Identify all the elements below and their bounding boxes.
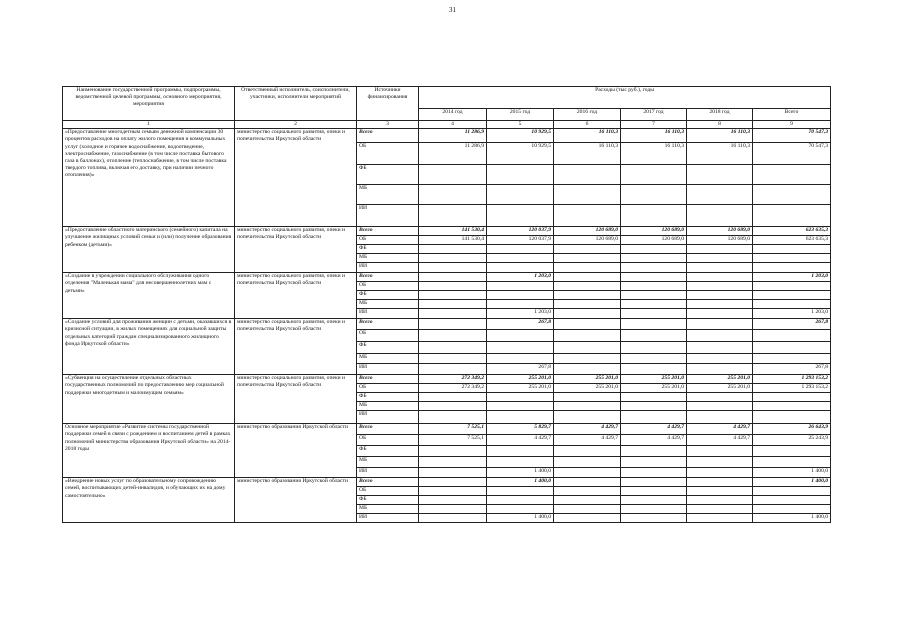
year-value-cell xyxy=(621,354,687,364)
funding-source-cell: МБ xyxy=(357,354,419,364)
year-value-cell xyxy=(554,282,621,291)
total-value-cell xyxy=(753,185,831,205)
year-value-cell xyxy=(687,291,753,300)
year-value-cell xyxy=(687,330,753,342)
total-value-cell xyxy=(753,282,831,291)
year-value-cell xyxy=(419,309,487,319)
year-value-cell xyxy=(419,402,487,411)
executor-cell: министерство социального развития, опеки и попечительства Иркутской области xyxy=(235,129,357,227)
total-value-cell: 1 203,0 xyxy=(753,273,831,282)
year-value-cell: 120 689,0 xyxy=(554,227,621,236)
year-value-cell: 4 429,7 xyxy=(621,424,687,435)
year-value-cell xyxy=(687,254,753,263)
year-value-cell: 11 286,9 xyxy=(419,129,487,143)
year-value-cell xyxy=(621,468,687,478)
column-number: 1 xyxy=(63,121,235,129)
year-value-cell xyxy=(687,487,753,496)
funding-source-cell: ФБ xyxy=(357,496,419,505)
year-value-cell: 4 429,7 xyxy=(621,435,687,446)
year-value-cell xyxy=(687,478,753,487)
year-value-cell xyxy=(419,330,487,342)
funding-source-cell: ОБ xyxy=(357,143,419,165)
year-value-cell xyxy=(487,282,554,291)
total-value-cell: 1 293 153,2 xyxy=(753,384,831,393)
funding-source-cell: ФБ xyxy=(357,165,419,185)
year-value-cell xyxy=(621,402,687,411)
year-value-cell xyxy=(687,505,753,514)
header-year: 2014 год xyxy=(419,109,487,121)
year-value-cell xyxy=(419,446,487,457)
program-name-cell: «Предоставление областного материнского (семейного) капитала на улучшение жилищных условий семьи и (или) получение образования ребенком (детьми)» xyxy=(63,227,235,273)
year-value-cell xyxy=(554,342,621,354)
year-value-cell: 120 689,0 xyxy=(621,236,687,245)
funding-source-cell: ИИ xyxy=(357,468,419,478)
year-value-cell xyxy=(687,468,753,478)
year-value-cell: 1 400,0 xyxy=(487,514,554,523)
year-value-cell xyxy=(621,185,687,205)
year-value-cell: 16 110,3 xyxy=(554,143,621,165)
year-value-cell xyxy=(554,487,621,496)
year-value-cell xyxy=(621,478,687,487)
header-year: 2015 год xyxy=(487,109,554,121)
year-value-cell xyxy=(687,457,753,468)
table-row xyxy=(63,319,831,330)
program-name-cell: «Предоставление многодетным семьям денежной компенсации 30 процентов расходов на оплату жилого помещения и коммунальных услуг (холодное и горячее водоснабжение, водоотведение, электроснабжение, газоснабжение (в том числе поставка бытового газа в баллонах), отопление (теплоснабжение, в том числе поставка твердого топлива, включая его доставку, при наличии печного отопления)» xyxy=(63,129,235,227)
year-value-cell xyxy=(554,291,621,300)
total-value-cell: 1 293 153,2 xyxy=(753,375,831,384)
funding-source-cell: Всего xyxy=(357,129,419,143)
total-value-cell xyxy=(753,457,831,468)
year-value-cell xyxy=(554,205,621,227)
year-value-cell xyxy=(419,505,487,514)
year-value-cell xyxy=(419,354,487,364)
column-number: 6 xyxy=(554,121,621,129)
total-value-cell xyxy=(753,446,831,457)
year-value-cell xyxy=(419,393,487,402)
year-value-cell: 16 110,3 xyxy=(621,143,687,165)
year-value-cell xyxy=(621,330,687,342)
year-value-cell xyxy=(419,319,487,330)
header-program: Наименование государственной программы, подпрограммы, ведомственной целевой программы, основного мероприятия, мероприятия xyxy=(63,87,235,121)
year-value-cell: 4 429,7 xyxy=(554,424,621,435)
funding-source-cell: ОБ xyxy=(357,487,419,496)
year-value-cell xyxy=(487,342,554,354)
year-value-cell xyxy=(487,300,554,309)
funding-source-cell: Всего xyxy=(357,273,419,282)
year-value-cell xyxy=(487,411,554,424)
total-value-cell: 70 547,3 xyxy=(753,143,831,165)
funding-source-cell: ОБ xyxy=(357,384,419,393)
funding-source-cell: ИИ xyxy=(357,205,419,227)
funding-source-cell: ИИ xyxy=(357,364,419,375)
funding-source-cell: ФБ xyxy=(357,245,419,254)
year-value-cell xyxy=(687,273,753,282)
budget-table xyxy=(62,86,831,523)
year-value-cell: 255 201,0 xyxy=(621,384,687,393)
executor-cell: министерство социального развития, опеки и попечительства Иркутской области xyxy=(235,273,357,319)
year-value-cell xyxy=(554,309,621,319)
year-value-cell xyxy=(621,514,687,523)
year-value-cell xyxy=(487,393,554,402)
funding-source-cell: ФБ xyxy=(357,393,419,402)
funding-source-cell: МБ xyxy=(357,185,419,205)
year-value-cell: 255 201,0 xyxy=(487,375,554,384)
year-value-cell xyxy=(554,330,621,342)
year-value-cell: 16 110,3 xyxy=(554,129,621,143)
year-value-cell xyxy=(554,393,621,402)
year-value-cell xyxy=(621,319,687,330)
table-row xyxy=(63,375,831,384)
year-value-cell xyxy=(554,478,621,487)
total-value-cell xyxy=(753,254,831,263)
year-value-cell: 4 429,7 xyxy=(687,435,753,446)
year-value-cell: 120 689,0 xyxy=(687,227,753,236)
header-year: 2018 год xyxy=(687,109,753,121)
year-value-cell xyxy=(621,487,687,496)
total-value-cell xyxy=(753,330,831,342)
year-value-cell: 1 400,0 xyxy=(487,478,554,487)
year-value-cell xyxy=(554,402,621,411)
table-row xyxy=(63,273,831,282)
total-value-cell xyxy=(753,291,831,300)
year-value-cell xyxy=(419,300,487,309)
header-year: 2016 год xyxy=(554,109,621,121)
year-value-cell xyxy=(554,254,621,263)
year-value-cell: 272 349,2 xyxy=(419,384,487,393)
year-value-cell xyxy=(487,446,554,457)
total-value-cell: 623 635,3 xyxy=(753,236,831,245)
year-value-cell xyxy=(621,505,687,514)
year-value-cell: 120 037,9 xyxy=(487,227,554,236)
year-value-cell xyxy=(621,263,687,273)
year-value-cell: 141 530,4 xyxy=(419,236,487,245)
year-value-cell xyxy=(687,446,753,457)
funding-source-cell: ФБ xyxy=(357,342,419,354)
column-number: 2 xyxy=(235,121,357,129)
funding-source-cell: ИИ xyxy=(357,309,419,319)
year-value-cell xyxy=(554,457,621,468)
year-value-cell xyxy=(621,291,687,300)
header-expenses: Расходы (тыс руб.), годы xyxy=(419,87,831,109)
year-value-cell: 1 203,0 xyxy=(487,273,554,282)
header-total: Всего xyxy=(753,109,831,121)
year-value-cell xyxy=(487,457,554,468)
year-value-cell xyxy=(487,330,554,342)
year-value-cell xyxy=(554,514,621,523)
year-value-cell xyxy=(419,514,487,523)
year-value-cell xyxy=(687,354,753,364)
year-value-cell xyxy=(487,245,554,254)
total-value-cell: 1 400,0 xyxy=(753,468,831,478)
year-value-cell xyxy=(554,165,621,185)
table-row xyxy=(63,424,831,435)
year-value-cell: 267,8 xyxy=(487,364,554,375)
total-value-cell xyxy=(753,393,831,402)
year-value-cell xyxy=(419,282,487,291)
year-value-cell xyxy=(621,300,687,309)
header-year: 2017 год xyxy=(621,109,687,121)
year-value-cell xyxy=(419,457,487,468)
year-value-cell xyxy=(554,468,621,478)
year-value-cell xyxy=(621,245,687,254)
funding-source-cell: ИИ xyxy=(357,411,419,424)
total-value-cell: 267,8 xyxy=(753,319,831,330)
total-value-cell xyxy=(753,505,831,514)
table-row xyxy=(63,227,831,236)
total-value-cell xyxy=(753,496,831,505)
funding-source-cell: МБ xyxy=(357,254,419,263)
executor-cell: министерство социального развития, опеки и попечительства Иркутской области xyxy=(235,227,357,273)
funding-source-cell: ОБ xyxy=(357,330,419,342)
year-value-cell: 4 429,7 xyxy=(487,435,554,446)
year-value-cell: 1 400,0 xyxy=(487,468,554,478)
funding-source-cell: Всего xyxy=(357,375,419,384)
year-value-cell xyxy=(621,496,687,505)
year-value-cell: 11 286,9 xyxy=(419,143,487,165)
page-number: 31 xyxy=(449,6,456,14)
funding-source-cell: МБ xyxy=(357,300,419,309)
year-value-cell xyxy=(621,273,687,282)
total-value-cell xyxy=(753,487,831,496)
year-value-cell xyxy=(621,446,687,457)
total-value-cell: 26 643,9 xyxy=(753,424,831,435)
year-value-cell xyxy=(687,393,753,402)
year-value-cell xyxy=(487,254,554,263)
year-value-cell xyxy=(419,487,487,496)
year-value-cell xyxy=(554,364,621,375)
year-value-cell xyxy=(419,273,487,282)
year-value-cell: 120 689,0 xyxy=(554,236,621,245)
total-value-cell xyxy=(753,300,831,309)
funding-source-cell: МБ xyxy=(357,505,419,514)
year-value-cell xyxy=(687,342,753,354)
total-value-cell xyxy=(753,165,831,185)
year-value-cell xyxy=(621,205,687,227)
program-name-cell: «Внедрение новых услуг по образовательному сопровождению семей, воспитывающих детей-инвалидов, и обучающих их на дому самостоятельно» xyxy=(63,478,235,523)
year-value-cell xyxy=(687,165,753,185)
total-value-cell: 1 400,0 xyxy=(753,514,831,523)
year-value-cell xyxy=(554,411,621,424)
year-value-cell xyxy=(621,364,687,375)
program-name-cell: «Создание в учреждении социального обслуживания одного отделения "Маленькая мама" для несовершеннолетних мам с детьми» xyxy=(63,273,235,319)
executor-cell: министерство социального развития, опеки и попечительства Иркутской области xyxy=(235,319,357,375)
table-row xyxy=(63,478,831,487)
year-value-cell xyxy=(487,165,554,185)
funding-source-cell: Всего xyxy=(357,478,419,487)
year-value-cell xyxy=(554,446,621,457)
year-value-cell: 272 349,2 xyxy=(419,375,487,384)
total-value-cell xyxy=(753,402,831,411)
year-value-cell: 1 203,0 xyxy=(487,309,554,319)
year-value-cell xyxy=(554,505,621,514)
year-value-cell: 120 689,0 xyxy=(687,236,753,245)
year-value-cell xyxy=(487,487,554,496)
column-number: 4 xyxy=(419,121,487,129)
year-value-cell xyxy=(487,263,554,273)
year-value-cell xyxy=(419,254,487,263)
column-number: 3 xyxy=(357,121,419,129)
funding-source-cell: МБ xyxy=(357,457,419,468)
funding-source-cell: МБ xyxy=(357,402,419,411)
year-value-cell xyxy=(621,393,687,402)
year-value-cell xyxy=(419,468,487,478)
year-value-cell xyxy=(687,205,753,227)
program-name-cell: «Субвенция на осуществление отдельных областных государственных полномочий по предоставлению мер социальной поддержки многодетным и малоимущим семьям» xyxy=(63,375,235,424)
year-value-cell xyxy=(419,291,487,300)
total-value-cell: 25 243,9 xyxy=(753,435,831,446)
year-value-cell xyxy=(487,185,554,205)
funding-source-cell: ФБ xyxy=(357,291,419,300)
year-value-cell xyxy=(687,496,753,505)
year-value-cell: 4 429,7 xyxy=(554,435,621,446)
year-value-cell: 7 525,1 xyxy=(419,435,487,446)
funding-source-cell: Всего xyxy=(357,319,419,330)
total-value-cell xyxy=(753,205,831,227)
total-value-cell xyxy=(753,342,831,354)
total-value-cell xyxy=(753,263,831,273)
funding-source-cell: ИИ xyxy=(357,514,419,523)
header-sources: Источники финансирования xyxy=(357,87,419,121)
year-value-cell xyxy=(554,496,621,505)
year-value-cell xyxy=(419,478,487,487)
year-value-cell xyxy=(554,300,621,309)
funding-source-cell: ФБ xyxy=(357,446,419,457)
column-number: 5 xyxy=(487,121,554,129)
year-value-cell: 10 929,5 xyxy=(487,129,554,143)
funding-source-cell: ОБ xyxy=(357,435,419,446)
year-value-cell xyxy=(621,342,687,354)
year-value-cell xyxy=(487,402,554,411)
year-value-cell: 255 201,0 xyxy=(487,384,554,393)
column-number: 9 xyxy=(753,121,831,129)
year-value-cell xyxy=(687,263,753,273)
header-executor: Ответственный исполнитель, соисполнители, участники, исполнители мероприятий xyxy=(235,87,357,121)
table-body xyxy=(63,129,831,523)
column-number: 7 xyxy=(621,121,687,129)
year-value-cell xyxy=(687,185,753,205)
year-value-cell: 255 201,0 xyxy=(687,384,753,393)
year-value-cell xyxy=(419,342,487,354)
year-value-cell: 255 201,0 xyxy=(687,375,753,384)
year-value-cell: 7 525,1 xyxy=(419,424,487,435)
year-value-cell xyxy=(621,411,687,424)
year-value-cell: 5 829,7 xyxy=(487,424,554,435)
year-value-cell xyxy=(487,354,554,364)
year-value-cell xyxy=(687,364,753,375)
column-number: 8 xyxy=(687,121,753,129)
year-value-cell xyxy=(554,273,621,282)
year-value-cell xyxy=(687,309,753,319)
year-value-cell: 10 929,5 xyxy=(487,143,554,165)
year-value-cell xyxy=(687,319,753,330)
year-value-cell xyxy=(554,263,621,273)
funding-source-cell: ИИ xyxy=(357,263,419,273)
executor-cell: министерство образования Иркутской области xyxy=(235,424,357,478)
funding-source-cell: ОБ xyxy=(357,282,419,291)
year-value-cell: 255 201,0 xyxy=(554,384,621,393)
total-value-cell: 267,8 xyxy=(753,364,831,375)
year-value-cell xyxy=(621,457,687,468)
year-value-cell xyxy=(419,165,487,185)
year-value-cell xyxy=(687,282,753,291)
total-value-cell: 1 203,0 xyxy=(753,309,831,319)
year-value-cell: 141 530,4 xyxy=(419,227,487,236)
year-value-cell xyxy=(419,245,487,254)
total-value-cell xyxy=(753,411,831,424)
year-value-cell xyxy=(687,402,753,411)
year-value-cell: 255 201,0 xyxy=(621,375,687,384)
program-name-cell: Основное мероприятие «Развитие системы государственной поддержки семей в связи с рождением и воспитанием детей в рамках полномочий министерства образования Иркутской области» на 2014-2018 годы xyxy=(63,424,235,478)
year-value-cell: 16 110,3 xyxy=(687,129,753,143)
year-value-cell xyxy=(419,263,487,273)
funding-source-cell: Всего xyxy=(357,227,419,236)
year-value-cell xyxy=(487,496,554,505)
executor-cell: министерство социального развития, опеки и попечительства Иркутской области xyxy=(235,375,357,424)
program-name-cell: «Создание условий для проживания женщин с детьми, оказавшихся в кризисной ситуации, в жилых помещениях для социальной защиты отдельных категорий граждан специализированного жилищного фонда Иркутской области» xyxy=(63,319,235,375)
total-value-cell: 70 547,3 xyxy=(753,129,831,143)
year-value-cell xyxy=(554,319,621,330)
year-value-cell xyxy=(554,185,621,205)
year-value-cell xyxy=(621,254,687,263)
year-value-cell: 267,8 xyxy=(487,319,554,330)
year-value-cell xyxy=(487,205,554,227)
year-value-cell xyxy=(621,282,687,291)
year-value-cell xyxy=(554,354,621,364)
year-value-cell: 4 429,7 xyxy=(687,424,753,435)
year-value-cell xyxy=(487,291,554,300)
year-value-cell xyxy=(419,496,487,505)
year-value-cell: 120 037,9 xyxy=(487,236,554,245)
year-value-cell: 120 689,0 xyxy=(621,227,687,236)
executor-cell: министерство образования Иркутской области xyxy=(235,478,357,523)
year-value-cell: 16 110,3 xyxy=(621,129,687,143)
total-value-cell: 1 400,0 xyxy=(753,478,831,487)
table-row xyxy=(63,129,831,143)
year-value-cell xyxy=(687,300,753,309)
year-value-cell xyxy=(687,245,753,254)
year-value-cell xyxy=(687,411,753,424)
year-value-cell xyxy=(419,411,487,424)
year-value-cell xyxy=(621,309,687,319)
funding-source-cell: ОБ xyxy=(357,236,419,245)
year-value-cell: 255 201,0 xyxy=(554,375,621,384)
year-value-cell xyxy=(687,514,753,523)
total-value-cell xyxy=(753,245,831,254)
year-value-cell xyxy=(554,245,621,254)
total-value-cell xyxy=(753,354,831,364)
funding-source-cell: Всего xyxy=(357,424,419,435)
total-value-cell: 623 635,3 xyxy=(753,227,831,236)
year-value-cell xyxy=(621,165,687,185)
year-value-cell xyxy=(419,364,487,375)
year-value-cell: 16 110,3 xyxy=(687,143,753,165)
year-value-cell xyxy=(419,185,487,205)
year-value-cell xyxy=(419,205,487,227)
year-value-cell xyxy=(487,505,554,514)
